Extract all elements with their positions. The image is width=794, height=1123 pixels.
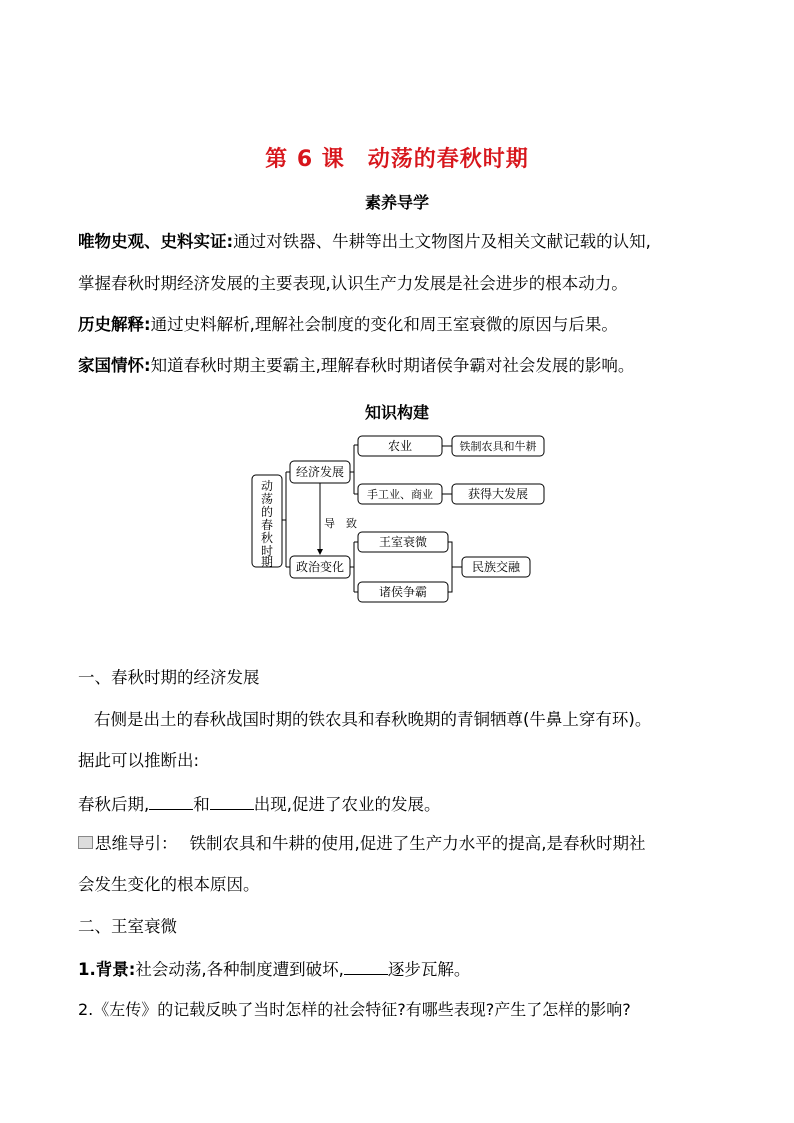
politics-label: 政治变化	[295, 560, 345, 574]
part2-heading: 二、王室衰微	[78, 917, 177, 936]
root-char: 时	[260, 544, 274, 558]
guide-label: 家国情怀:	[78, 356, 151, 375]
decline-label: 王室衰微	[378, 535, 428, 549]
part2-q1	[78, 960, 470, 979]
fill-mid: 和	[193, 795, 210, 814]
guide-label: 历史解释:	[78, 315, 151, 334]
hint-line-cont: 会发生变化的根本原因。	[78, 875, 260, 894]
section-heading-guide: 素养导学	[364, 193, 429, 212]
part2-q2: 2.《左传》的记载反映了当时怎样的社会特征?有哪些表现?产生了怎样的影响?	[78, 1000, 631, 1019]
root-char: 春	[260, 518, 274, 532]
hint-text: 铁制农具和牛耕的使用,促进了生产力水平的提高,是春秋时期社	[189, 834, 646, 853]
part1-line2: 据此可以推断出:	[78, 751, 200, 770]
q1-label: 1.背景:	[78, 960, 136, 979]
guide-text: 通过史料解析,理解社会制度的变化和周王室衰微的原因与后果。	[150, 315, 618, 334]
agri-detail-label: 铁制农具和牛耕	[459, 440, 537, 453]
part1-heading: 一、春秋时期的经济发展	[78, 668, 260, 687]
hegemony-label: 诸侯争霸	[378, 585, 428, 599]
hint-label: 思维导引：	[95, 834, 178, 853]
root-char: 的	[260, 505, 274, 519]
knowledge-diagram	[250, 430, 550, 605]
guide-item-1-cont: 掌握春秋时期经济发展的主要表现,认识生产力发展是社会进步的根本动力。	[78, 274, 628, 293]
guide-item-1	[78, 234, 651, 251]
root-char: 秋	[260, 531, 274, 545]
fill-prefix: 春秋后期,	[78, 795, 150, 814]
part1-line3	[78, 795, 441, 814]
answer-blank-1[interactable]	[149, 795, 193, 810]
leads-to-label: 导 致	[324, 517, 357, 530]
guide-text: 通过对铁器、牛耕等出土文物图片及相关文献记载的认知,	[233, 232, 651, 251]
answer-blank-3[interactable]	[344, 960, 388, 975]
q1-text-a: 社会动荡,各种制度遭到破坏,	[135, 960, 344, 979]
root-char: 动	[260, 479, 274, 493]
answer-blank-2[interactable]	[210, 795, 254, 810]
handicraft-detail-label: 获得大发展	[467, 487, 529, 501]
page-title: 第 6 课 动荡的春秋时期	[265, 147, 529, 172]
fusion-label: 民族交融	[471, 560, 521, 574]
fill-suffix: 出现,促进了农业的发展。	[253, 795, 441, 814]
hint-line	[78, 836, 646, 853]
guide-item-3	[78, 358, 634, 375]
hint-icon	[78, 836, 93, 849]
handicraft-label: 手工业、商业	[367, 488, 433, 501]
q1-text-b: 逐步瓦解。	[387, 960, 471, 979]
section-heading-knowledge: 知识构建	[364, 403, 429, 422]
root-char: 期	[260, 555, 274, 569]
guide-text: 知道春秋时期主要霸主,理解春秋时期诸侯争霸对社会发展的影响。	[150, 356, 635, 375]
economy-label: 经济发展	[295, 465, 345, 479]
guide-label: 唯物史观、史料实证:	[78, 232, 234, 251]
root-char: 荡	[260, 492, 274, 506]
agriculture-label: 农业	[387, 439, 413, 453]
part1-line1: 右侧是出土的春秋战国时期的铁农具和春秋晚期的青铜牺尊(牛鼻上穿有环)。	[94, 710, 652, 729]
guide-item-2	[78, 317, 618, 334]
